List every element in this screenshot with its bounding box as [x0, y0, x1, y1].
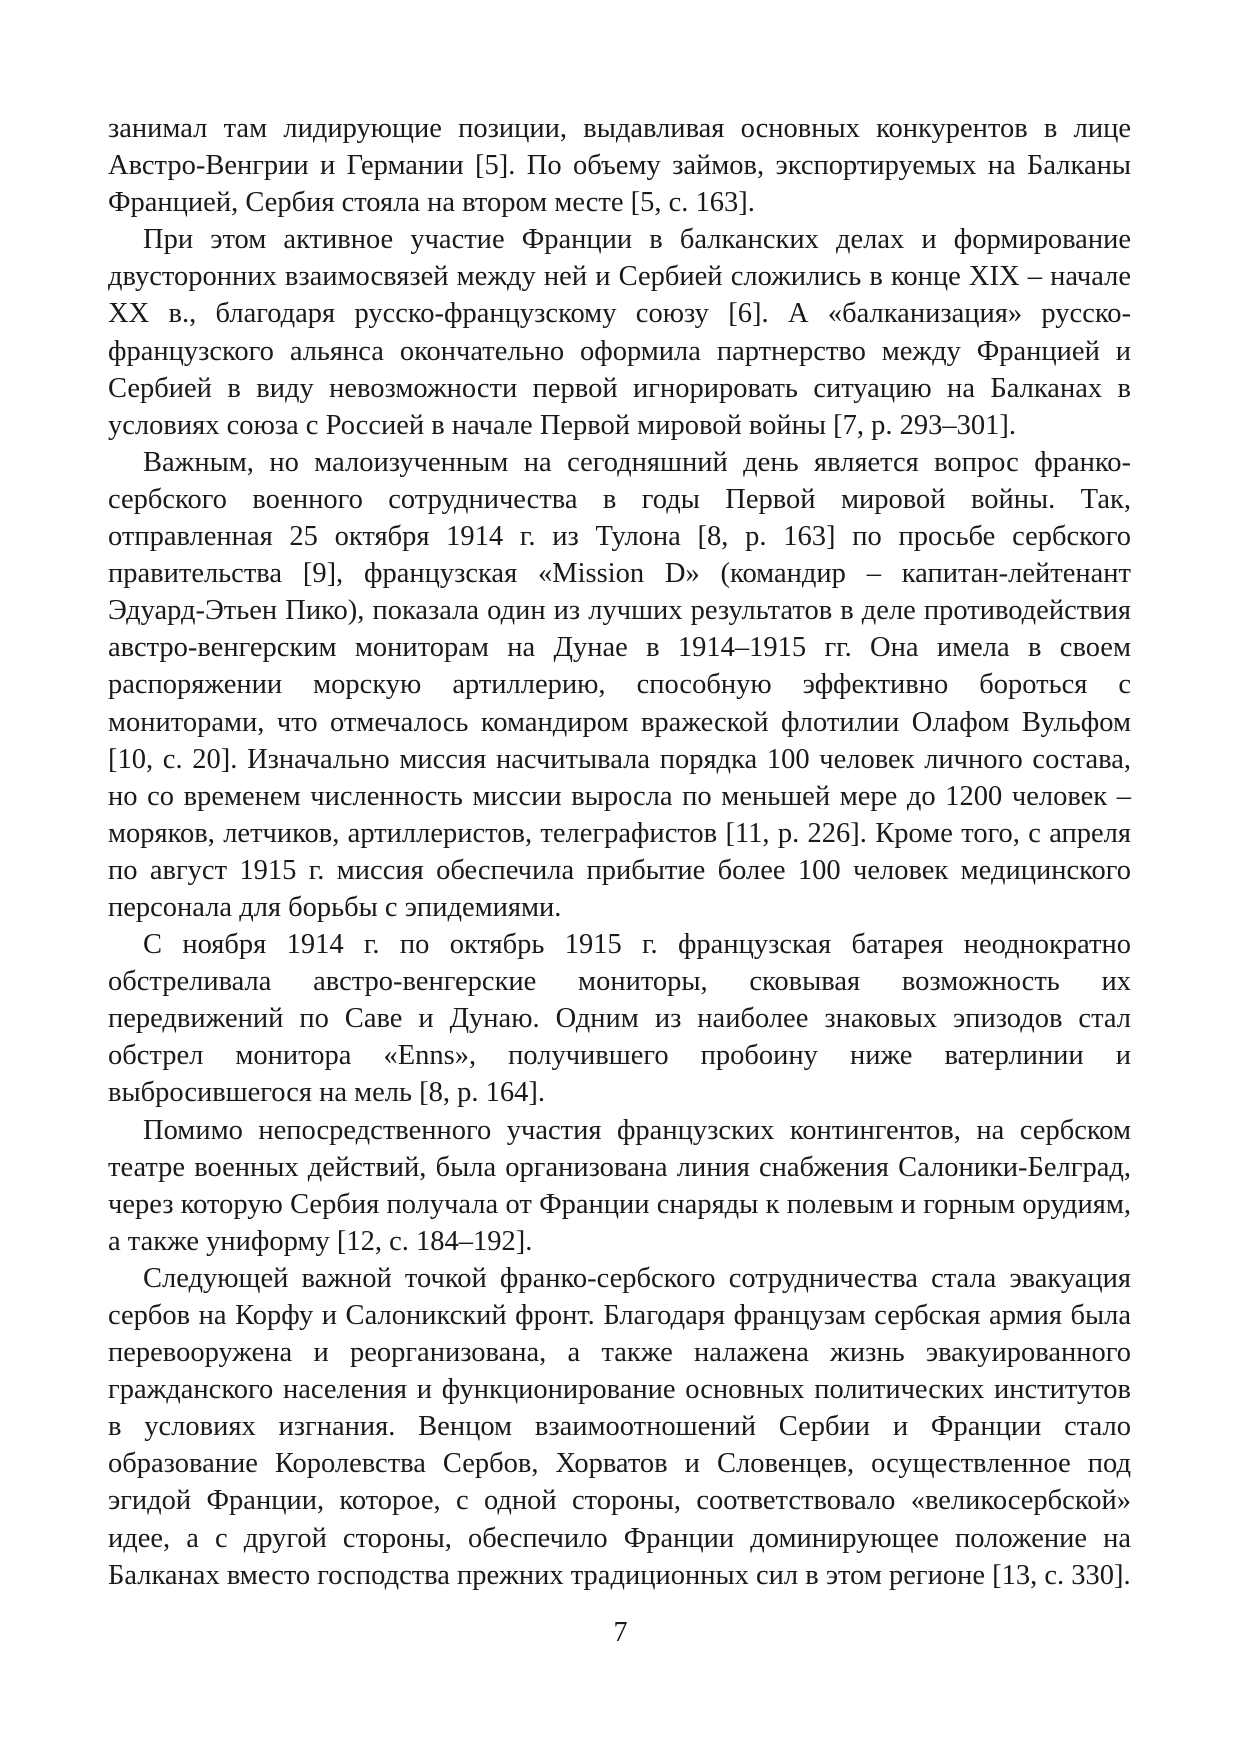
paragraph-supply-line: Помимо непосредственного участия французских контингентов, на сербском театре военных действий, была организована линия снабжения Салоники-Белград, через которую Сербия получала от Франции снаряды к полевым и горным орудиям, а также униформу [12, с. 184–192]. [108, 1114, 1131, 1257]
paragraph-evacuation: Следующей важной точкой франко-сербского сотрудничества стала эвакуация сербов на Корфу и Салоникский фронт. Благодаря французам сербская армия была перевооружена и реорганизована, а также налажена жизнь эвакуированного гражданского населения и функционирование основных политических институтов в условиях изгнания. Венцом взаимоотношений Сербии и Франции стало образование Королевства Сербов, Хорватов и Словенцев, осуществленное под эгидой Франции, которое, с одной стороны, соответствовало «великосербской» идее, а с другой стороны, обеспечило Франции доминирующее положение на Балканах вместо господства прежних традиционных сил в этом регионе [13, с. 330]. [108, 1262, 1131, 1591]
page-body [108, 110, 1131, 1594]
paragraph-continuation: занимал там лидирующие позиции, выдавливая основных конкурентов в лице Австро-Венгрии и Германии [5]. По объему займов, экспортируемых на Балканы Францией, Сербия стояла на втором месте [5, с. 163]. [108, 113, 1131, 219]
page-number: 7 [613, 1617, 628, 1648]
paragraph-french-battery: С ноября 1914 г. по октябрь 1915 г. французская батарея неоднократно обстреливала австро-венгерские мониторы, сковывая возможность их передвижений по Саве и Дунаю. Одним из наиболее знаковых эпизодов стал обстрел монитора «Enns», получившего пробоину ниже ватерлинии и выбросившегося на мель [8, р. 164]. [108, 929, 1131, 1109]
paragraph-russian-french-alliance: При этом активное участие Франции в балканских делах и формирование двусторонних взаимосвязей между ней и Сербией сложились в конце XIX – начале XX в., благодаря русско-французскому союзу [6]. А «балканизация» русско-французского альянса окончательно оформила партнерство между Францией и Сербией в виду невозможности первой игнорировать ситуацию на Балканах в условиях союза с Россией в начале Первой мировой войны [7, р. 293–301]. [108, 224, 1131, 441]
paragraph-mission-d: Важным, но малоизученным на сегодняшний день является вопрос франко-сербского военного сотрудничества в годы Первой мировой войны. Так, отправленная 25 октября 1914 г. из Тулона [8, р. 163] по просьбе сербского правительства [9], французская «Mission D» (командир – капитан-лейтенант Эдуард-Этьен Пико), показала один из лучших результатов в деле противодействия австро-венгерским мониторам на Дунае в 1914–1915 гг. Она имела в своем распоряжении морскую артиллерию, способную эффективно бороться с мониторами, что отмечалось командиром вражеской флотилии Олафом Вульфом [10, с. 20]. Изначально миссия насчитывала порядка 100 человек личного состава, но со временем численность миссии выросла по меньшей мере до 1200 человек – моряков, летчиков, артиллеристов, телеграфистов [11, р. 226]. Кроме того, с апреля по август 1915 г. миссия обеспечила прибытие более 100 человек медицинского персонала для борьбы с эпидемиями. [108, 446, 1131, 923]
